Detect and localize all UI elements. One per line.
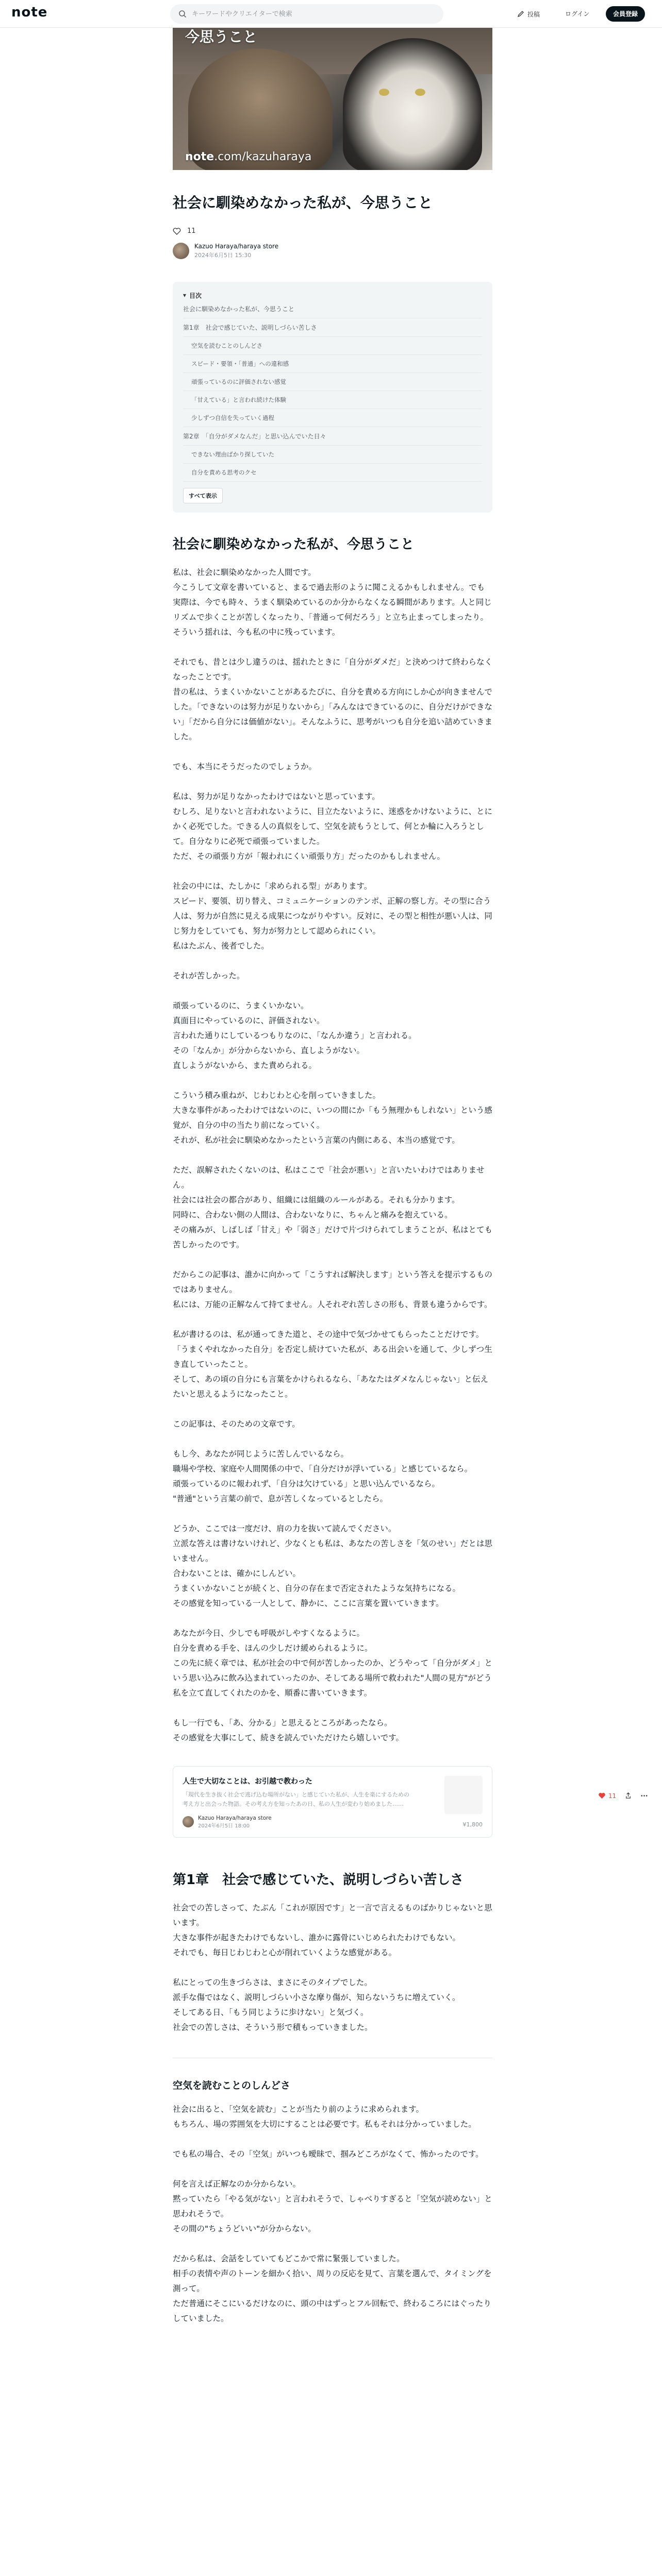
paragraph-line: 私は、社会に馴染めなかった人間です。 xyxy=(173,567,316,577)
paragraph-line: ただ、その頑張り方が「報われにくい頑張り方」だったのかもしれません。 xyxy=(173,851,445,861)
publish-date: 2024年6月5日 15:30 xyxy=(194,251,252,259)
toc-item[interactable]: できない理由ばかり探していた xyxy=(183,446,482,464)
subsection-body xyxy=(173,2102,492,2326)
linked-article-card[interactable] xyxy=(173,1766,492,1838)
paragraph-line: もちろん、場の雰囲気を大切にすることは必要です。私もそれは分かっていました。 xyxy=(173,2119,476,2129)
login-button[interactable]: ログイン xyxy=(565,10,590,18)
site-header xyxy=(0,0,662,28)
paragraph-line: 昔の私は、うまくいかないことがあるたびに、自分を責める方向にしか心が向きませんでした。「できないのは努力が足りないから」「みんなはできているのに、自分だけができない」「だから自分には価値がない」。そんなふうに、思考がいつも自分を追い詰めていきました。 xyxy=(173,687,493,741)
paragraph-line: ただ、誤解されたくないのは、私はここで「社会が悪い」と言いたいわけではありません。 xyxy=(173,1165,485,1190)
paragraph-line: 社会での苦しさって、たぶん「これが原因です」と一言で言えるものばかりじゃないと思います。 xyxy=(173,1903,492,1928)
paragraph-line: ただ普通にそこにいるだけなのに、頭の中はずっとフル回転で、終わるころにはぐったりしていました。 xyxy=(173,2298,491,2323)
register-button[interactable]: 会員登録 xyxy=(606,6,645,22)
paragraph-line: こういう積み重ねが、じわじわと心を削っていきました。 xyxy=(173,1090,381,1100)
paragraph-line: でも私の場合、その「空気」がいつも曖昧で、掴みどころがなくて、怖かったのです。 xyxy=(173,2149,484,2159)
toc-show-all-button[interactable]: すべて表示 xyxy=(183,488,223,503)
toc-item[interactable]: 自分を責める思考のクセ xyxy=(183,464,482,482)
paragraph-line: 何を言えば正解なのか分からない。 xyxy=(173,2179,301,2189)
chapter1-body xyxy=(173,1901,492,2035)
share-icon[interactable] xyxy=(624,1792,632,1800)
paragraph-line: "普通"という言葉の前で、息が苦しくなっているとしたら。 xyxy=(173,1494,388,1503)
paragraph-line: 頑張っているのに、うまくいかない。 xyxy=(173,1001,309,1010)
subsection-heading: 空気を読むことのしんどさ xyxy=(173,2080,291,2092)
paragraph-line: 社会での苦しさは、そういう形で積もっていきました。 xyxy=(173,2023,373,2032)
paragraph-line: 自分を責める手を、ほんの少しだけ緩められるように。 xyxy=(173,1643,373,1653)
paragraph-line: 直しようがないから、また責められる。 xyxy=(173,1060,317,1070)
paragraph-line: 真面目にやっているのに、評価されない。 xyxy=(173,1015,325,1025)
toc-item[interactable]: スピード・要領・「普通」への違和感 xyxy=(183,355,482,373)
section-heading: 社会に馴染めなかった私が、今思うこと xyxy=(173,536,415,552)
paragraph-line: その痛みが、しばしば「甘え」や「弱さ」だけで片づけられてしまうことが、私はとても苦しかったのです。 xyxy=(173,1225,493,1249)
paragraph-line: この先に続く章では、私が社会の中で何が苦しかったのか、どうやって「自分がダメ」という思い込みに飲み込まれていったのか、そしてある場所で救われた"人間の見方"がどう私を立て直してくれたのかを、順番に書いていきます。 xyxy=(173,1658,493,1698)
paragraph-line: うまくいかないことが続くと、自分の存在まで否定されたような気持ちになる。 xyxy=(173,1583,461,1593)
card-avatar xyxy=(183,1816,194,1827)
paragraph-line: そしてある日、「もう同じように歩けない」と気づく。 xyxy=(173,2008,369,2018)
paragraph-line: その「なんか」が分からないから、直しようがない。 xyxy=(173,1045,365,1055)
paragraph-line: 頑張っているのに報われず、「自分は欠けている」と思い込んでいるなら。 xyxy=(173,1479,440,1488)
card-thumbnail xyxy=(444,1776,483,1814)
paragraph-line: 「うまくやれなかった自分」を否定し続けていた私が、ある出会いを通して、少しずつ生き直していったこと。 xyxy=(173,1344,492,1369)
toc-item[interactable]: 第2章 「自分がダメなんだ」と思い込んでいた日々 xyxy=(183,427,482,446)
heart-icon[interactable] xyxy=(173,227,181,235)
paragraph-line: 今こうして文章を書いていると、まるで過去形のように聞こえるかもしれません。でも実際は、今でも時々、うまく馴染めているのか分からなくなる瞬間があります。人と同じリズムで歩くことが苦しくなったり、「普通って何だろう」と立ち止まってしまったり。そういう揺れは、今も私の中に残っています。 xyxy=(173,582,492,637)
more-icon[interactable] xyxy=(640,1792,648,1800)
paragraph-line: 言われた通りにしているつもりなのに、「なんか違う」と言われる。 xyxy=(173,1030,417,1040)
post-label: 投稿 xyxy=(527,10,540,18)
paragraph-line: 職場や学校、家庭や人間関係の中で、「自分だけが浮いている」と感じているなら。 xyxy=(173,1464,472,1473)
toc-header[interactable]: ▾ 目次 xyxy=(183,292,202,299)
paragraph-line: 大きな事件が起きたわけでもないし、誰かに露骨にいじめられたわけでもない。 xyxy=(173,1933,461,1943)
article-column xyxy=(173,28,492,2326)
chapter-heading: 第1章 社会で感じていた、説明しづらい苦しさ xyxy=(173,1872,464,1888)
toc-list xyxy=(183,300,482,482)
card-date: 2024年6月5日 18:00 xyxy=(198,1823,250,1829)
paragraph-line: 私が書けるのは、私が通ってきた道と、その途中で気づかせてもらったことだけです。 xyxy=(173,1329,484,1339)
paragraph-line: だからこの記事は、誰かに向かって「こうすれば解決します」という答えを提示するものではありません。 xyxy=(173,1269,493,1294)
toc-item[interactable]: 社会に馴染めなかった私が、今思うこと xyxy=(183,300,482,318)
author-block[interactable] xyxy=(173,243,492,259)
article-actions xyxy=(173,227,492,235)
floating-like-count: 11 xyxy=(608,1792,617,1800)
like-count: 11 xyxy=(187,227,196,235)
card-author-name: Kazuo Haraya/haraya store xyxy=(198,1815,272,1821)
paragraph-line: あなたが今日、少しでも呼吸がしやすくなるように。 xyxy=(173,1628,365,1638)
paragraph-line: 相手の表情や声のトーンを細かく拾い、周りの反応を見て、言葉を選んで、タイミングを測って。 xyxy=(173,2268,492,2293)
paragraph-line: 大きな事件があったわけではないのに、いつの間にか「もう無理かもしれない」という感覚が、自分の中の当たり前になっていく。 xyxy=(173,1105,492,1130)
paragraph-line: 合わないことは、確かにしんどい。 xyxy=(173,1568,301,1578)
paragraph-line: むしろ、足りないと言われないように、目立たないように、迷惑をかけないように、とにかく必死でした。できる人の真似をして、空気を読もうとして、何とか輪に入ろうとして。自分なりに必死で頑張っていました。 xyxy=(173,806,493,846)
chevron-down-icon: ▾ xyxy=(183,292,187,299)
intro-body xyxy=(173,565,492,1745)
paragraph-line: だから私は、会話をしていてもどこかで常に緊張していました。 xyxy=(173,2253,405,2263)
paragraph-line: どうか、ここでは一度だけ、肩の力を抜いて読んでください。 xyxy=(173,1523,396,1533)
card-title[interactable]: 人生で大切なことは、お引越で教わった xyxy=(183,1777,312,1786)
paragraph-line: 私はたぶん、後者でした。 xyxy=(173,941,269,951)
paragraph-line: 立派な答えは書けないけれど、少なくとも私は、あなたの苦しさを「気のせい」だとは思いません。 xyxy=(173,1538,493,1563)
toc-item[interactable]: 少しずつ自信を失っていく過程 xyxy=(183,409,482,427)
paragraph-line: 私は、努力が足りなかったわけではないと思っています。 xyxy=(173,791,380,801)
paragraph-line: それでも、毎日じわじわと心が削れていくような感覚がある。 xyxy=(173,1948,397,1958)
paragraph-line: その間の"ちょうどいい"が分からない。 xyxy=(173,2224,316,2233)
paragraph-line: 私にとっての生きづらさは、まさにそのタイプでした。 xyxy=(173,1978,372,1988)
paragraph-line: もし一行でも、「あ、分かる」と思えるところがあったなら。 xyxy=(173,1718,392,1727)
author-name[interactable]: Kazuo Haraya/haraya store xyxy=(194,242,279,250)
floating-like[interactable] xyxy=(598,1792,616,1800)
toc-item[interactable]: 空気を読むことのしんどさ xyxy=(183,337,482,355)
paragraph-line: それが、私が社会に馴染めなかったという言葉の内側にある、本当の感覚です。 xyxy=(173,1135,460,1145)
toc-item[interactable]: 第1章 社会で感じていた、説明しづらい苦しさ xyxy=(183,318,482,337)
hero-image xyxy=(173,28,492,170)
paragraph-line: それでも、昔とは少し違うのは、揺れたときに「自分がダメだ」と決めつけて終わらなくなったことです。 xyxy=(173,657,493,682)
toc-item[interactable]: 「甘えている」と言われ続けた体験 xyxy=(183,391,482,409)
paragraph-line: この記事は、そのための文章です。 xyxy=(173,1419,300,1429)
search-icon xyxy=(178,10,187,18)
table-of-contents xyxy=(173,282,492,513)
toc-item[interactable]: 頑張っているのに評価されない感覚 xyxy=(183,373,482,391)
paragraph-line: 派手な傷ではなく、説明しづらい小さな摩り傷が、知らないうちに増えていく。 xyxy=(173,1993,460,2003)
hero-title: 今思うこと xyxy=(185,28,258,45)
paragraph-line: 黙っていたら「やる気がない」と言われそうで、しゃべりすぎると「空気が読めない」と思われそうで。 xyxy=(173,2194,492,2218)
paragraph-line: スピード、要領、切り替え、コミュニケーションのテンポ、正解の察し方。その型に合う人は、努力が自然に見える成果につながりやすい。反対に、その型と相性が悪い人は、同じ努力をしていても、努力が努力として認められにくい。 xyxy=(173,896,492,936)
floating-actions xyxy=(598,1792,648,1800)
pencil-icon xyxy=(517,10,524,18)
paragraph-line: 社会に出ると、「空気を読む」ことが当たり前のように求められます。 xyxy=(173,2104,424,2114)
paragraph-line: 社会の中には、たしかに「求められる型」があります。 xyxy=(173,881,372,891)
post-button[interactable] xyxy=(517,7,540,21)
search-bar[interactable] xyxy=(170,4,443,24)
paragraph-line: もし今、あなたが同じように苦しんでいるなら。 xyxy=(173,1449,349,1459)
card-price: ¥1,800 xyxy=(462,1821,483,1828)
paragraph-line: 私には、万能の正解なんて持てません。人それぞれ苦しさの形も、背景も違うからです。 xyxy=(173,1299,492,1309)
search-input[interactable] xyxy=(192,10,419,18)
paragraph-line: その感覚を大事にして、続きを読んでいただけたら嬉しいです。 xyxy=(173,1733,404,1742)
paragraph-line: 社会には社会の都合があり、組織には組織のルールがある。それも分かります。 xyxy=(173,1195,460,1205)
hero-url: note.com/kazuharaya xyxy=(185,150,312,163)
paragraph-line: そして、あの頃の自分にも言葉をかけられるなら、「あなたはダメなんじゃない」と伝えたいと思えるようになったこと。 xyxy=(173,1374,488,1399)
paragraph-line: その感覚を知っている一人として、静かに、ここに言葉を置いていきます。 xyxy=(173,1598,444,1608)
paragraph-line: でも、本当にそうだったのでしょうか。 xyxy=(173,761,317,771)
note-logo[interactable]: note xyxy=(11,5,48,20)
paragraph-line: 同時に、合わない側の人間は、合わないなりに、ちゃんと痛みを抱えている。 xyxy=(173,1210,453,1219)
card-author xyxy=(183,1815,483,1829)
article-title: 社会に馴染めなかった私が、今思うこと xyxy=(173,194,433,211)
heart-filled-icon xyxy=(598,1792,606,1800)
avatar[interactable] xyxy=(173,243,189,259)
card-description: 「現代を生き抜く社会で逃げ込む場所がない」と感じていた私が、人生を楽にするための考え方と出会った物語。その考え方を知ったあの日、私の人生が変わり始めました…… xyxy=(183,1791,409,1807)
paragraph-line: それが苦しかった。 xyxy=(173,971,245,980)
tuxedo-cat-image xyxy=(343,38,482,170)
